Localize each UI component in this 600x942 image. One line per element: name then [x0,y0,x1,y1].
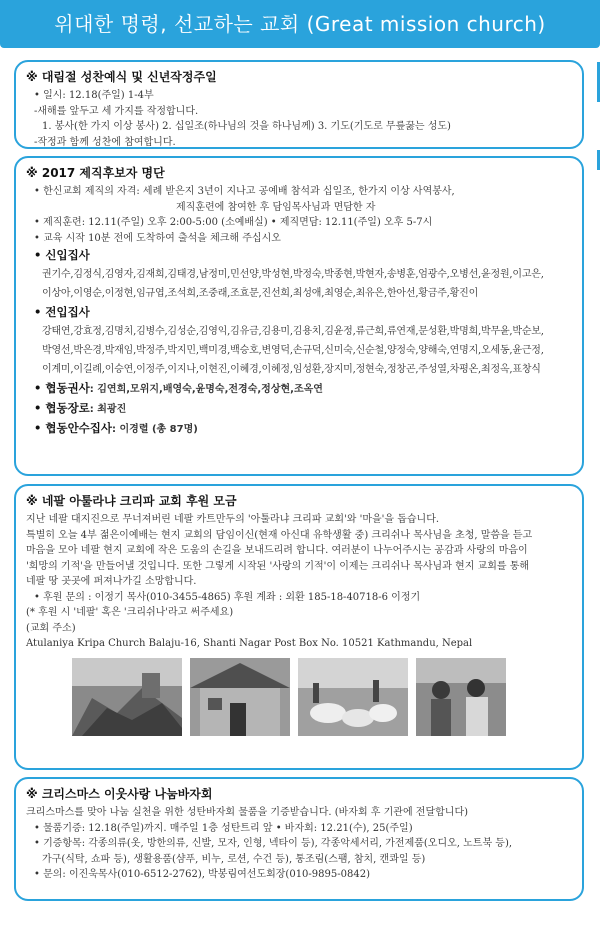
coop-elder-names: : 김연희,모위지,배영숙,윤명숙,전경숙,정상현,조옥연 [89,384,323,395]
damaged-house-photo [190,658,290,736]
bazaar-dates: • 물품기증: 12.18(주일)까지. 매주일 1층 성탄트리 앞 • 바자회: 12.21(수), 25(주일) [34,822,413,834]
nepal-line: '희망의 기적'을 만들어낼 것입니다. 또한 그렇게 시작된 '사랑의 기적'이 이제는 크리쉬나 목사님과 현지 교회를 통해 [26,560,530,572]
nepal-line: 마음을 모아 네팔 현지 교회에 작은 도움의 손길을 보내드리려 합니다. 여러분이 나누어주시는 공감과 사랑의 마음이 [26,545,528,556]
officers-training: • 제직훈련: 12.11(주일) 오후 2:00-5:00 (소예배실) • 제직면담: 12.11(주일) 오후 5-7시 [34,217,433,228]
officers-card [14,156,584,476]
nepal-line: 특별히 오늘 4부 젊은이예배는 현지 교회의 담임이신(현재 아신대 유학생활 중) 크리쉬나 목사님을 초청, 말씀을 듣고 [26,529,533,541]
coop-deacon-row [26,419,572,439]
coop-senior-label: • 협동장로 [34,401,90,415]
villagers-photo [416,658,506,736]
officers-title: ※ 2017 제직후보자 명단 [26,166,165,180]
advent-card [14,60,584,149]
officers-notice: • 교육 시작 10분 전에 도착하여 출석을 체크해 주십시오 [34,232,281,244]
bazaar-items: • 기증항목: 각종의류(옷, 방한의류, 신발, 모자, 인형, 넥타이 등), 각종악세서리, 가전제품(오디오, 노트북 등), [34,838,513,849]
nepal-donation-note: (* 후원 시 '네팔' 혹은 '크리쉬나'라고 써주세요) [26,607,234,618]
coop-elder-row [26,379,572,399]
header-banner [0,0,600,48]
bazaar-card [14,777,584,901]
transfer-deacons-label: • 전입집사 [34,305,90,319]
coop-deacon-names: : 이경렬 (총 87명) [112,424,198,435]
bazaar-title: ※ 크리스마스 이웃사랑 나눔바자회 [26,787,213,801]
bazaar-items-cont: 가구(식탁, 쇼파 등), 생활용품(샴푸, 비누, 로션, 수건 등), 통조림(스팸, 참치, 캔콰일 등) [42,853,426,865]
transfer-deacons-list: 강태연,강효정,김명치,김병수,김성순,김영익,김유금,김용미,김용치,김윤정,류근희,류연재,문성환,박명희,박무윤,박순보, [42,326,544,337]
collapsed-building-photo [72,658,182,736]
coop-senior-row [26,399,572,419]
nepal-photos [72,658,572,736]
advent-line: 1. 봉사(한 가지 이상 봉사) 2. 십일조(하나님의 것을 하나님께) 3. 기도(기도로 무릎꿇는 성도) [42,121,451,132]
nepal-address-label: (교회 주소) [26,622,76,634]
coop-senior-names: : 최광진 [89,404,127,415]
nepal-line: 지난 네팔 대지진으로 무너져버린 네팔 카트만두의 '아툴라냐 크리파 교회'와 '마을'을 돕습니다. [26,514,440,525]
nepal-line: 네팔 땅 곳곳에 퍼져나가길 소망합니다. [26,576,197,587]
coop-elder-label: • 협동권사 [34,381,90,395]
nepal-address: Atulaniya Kripa Church Balaju-16, Shanti Nagar Post Box No. 10521 Kathmandu, Nepal [26,638,473,649]
bazaar-intro: 크리스마스를 맞아 나눔 실천을 위한 성탄바자회 물품을 기증받습니다. (바자회 후 기관에 전달합니다) [26,807,469,818]
advent-title: ※ 대림절 성찬예식 및 신년작정주일 [26,70,217,84]
advent-line: • 일시: 12.18(주일) 1-4부 [34,90,154,101]
coop-deacon-label: • 협동안수집사 [34,421,113,435]
nepal-donation-info: • 후원 문의 : 이정기 목사(010-3455-4865) 후원 계좌 : 외환 185-18-40718-6 이정기 [34,591,421,603]
new-deacons-list: 권기수,김정식,김영자,김재희,김태경,남정미,민선양,박성현,박정숙,박종현,박현자,송병훈,엄광수,오병선,윤정원,이고은, [42,269,544,280]
nepal-card [14,484,584,770]
new-deacons-list: 이상아,이영순,이정현,임규엽,조석희,조중래,조효문,진선희,최성애,최영순,최유은,한아선,황금주,황진이 [42,288,479,299]
page-title: 위대한 명령, 선교하는 교회 (Great mission church) [54,12,546,36]
relief-supplies-photo [298,658,408,736]
bazaar-contact: • 문의: 이진욱목사(010-6512-2762), 박봉림여선도회장(010-9895-0842) [34,869,370,880]
advent-line: -작정과 함께 성찬에 참여합니다. [34,136,176,148]
transfer-deacons-list: 박영선,박은경,박재임,박정주,박지민,백미경,백승호,변영덕,손규덕,신미숙,신순철,양정숙,양해숙,연명지,오세동,윤근정, [42,345,544,356]
advent-line: -새해를 앞두고 세 가지를 작정합니다. [34,105,199,117]
nepal-title: ※ 네팔 아툴라냐 크리파 교회 후원 모금 [26,494,237,508]
transfer-deacons-list: 이계미,이길례,이승연,이정주,이지나,이현진,이혜경,이혜정,임성환,장지미,정현숙,정창곤,주성열,차평온,최정옥,표창식 [42,364,541,375]
officers-qualification: • 한신교회 제직의 자격: 세례 받은지 3년이 지나고 공예배 참석과 십일조, 한가지 이상 사역봉사, [34,186,455,197]
new-deacons-label: • 신입집사 [34,248,90,262]
officers-qualification-cont: 제직훈련에 참여한 후 담임목사님과 면담한 자 [176,201,376,213]
